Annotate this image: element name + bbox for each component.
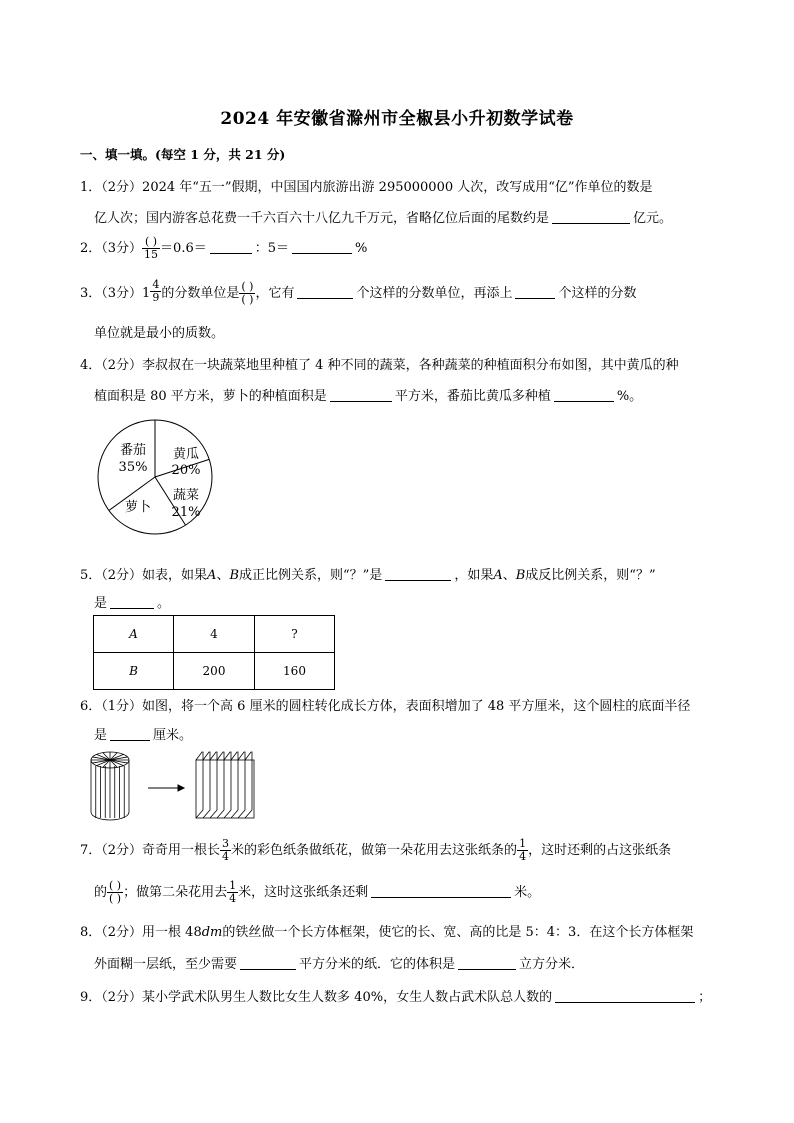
answer-blank[interactable] xyxy=(240,956,296,970)
fraction: $\frac{3}{4}$ xyxy=(222,837,230,863)
answer-fraction-blank[interactable]: $\frac{( )}{( )}$ xyxy=(241,280,254,306)
fraction: $\frac{1}{4}$ xyxy=(229,879,237,905)
question-3-line-1: 3．（3分）1 $\frac{4}{9}$ 的分数单位是 $\frac{( )}{( )}$ ，它有 个这样的分数单位，再添上 个这样的分数 xyxy=(80,278,637,306)
question-1-line-2: 亿人次；国内游客总花费一千六百六十八亿九千万元，省略亿位后面的尾数约是 亿元。 xyxy=(94,211,673,226)
question-8-line-1: 8．（2分）用一根 48dm的铁丝做一个长方体框架，使它的长、宽、高的比是 5：4：3．在这个长方体框架 xyxy=(80,925,694,940)
cylinder-to-cuboid-figure xyxy=(88,748,268,824)
cuboid-stripe xyxy=(231,752,238,818)
question-9: 9．（2分）某小学武术队男生人数比女生人数多 40%，女生人数占武术队总人数的 ； xyxy=(80,990,712,1005)
question-5-line-1: 5．（2分）如表，如果A、B成正比例关系，则“？”是 ，如果A、B成反比例关系，则“？” xyxy=(80,568,656,583)
veg-percent: 21% xyxy=(171,505,201,520)
cylinder-icon xyxy=(91,752,129,820)
table-cell: B xyxy=(94,653,174,690)
table-cell: ? xyxy=(255,616,335,653)
answer-blank[interactable] xyxy=(385,567,451,581)
proportion-table xyxy=(93,615,335,690)
answer-blank[interactable] xyxy=(552,210,630,224)
answer-blank[interactable] xyxy=(297,285,353,299)
question-5-line-2: 是 。 xyxy=(94,596,171,611)
answer-blank[interactable] xyxy=(210,240,252,254)
table-cell: 200 xyxy=(174,653,255,690)
fraction: $\frac{( )}{15}$ xyxy=(144,235,159,261)
fraction: $\frac{1}{4}$ xyxy=(519,837,527,863)
section-heading: 一、填一填。(每空 1 分，共 21 分) xyxy=(80,147,286,162)
cucumber-label: 黄瓜 xyxy=(172,447,200,462)
question-2: 2．（3分） $\frac{( )}{15}$ ＝0.6＝ ：5＝ % xyxy=(80,235,368,261)
cucumber-percent: 20% xyxy=(171,463,201,478)
answer-blank[interactable] xyxy=(515,285,555,299)
cuboid-stripe xyxy=(238,752,245,818)
question-4-line-2: 植面积是 80 平方米，萝卜的种植面积是 平方米，番茄比黄瓜多种植 %。 xyxy=(94,389,643,404)
answer-blank[interactable] xyxy=(110,727,150,741)
cuboid-stripe xyxy=(224,752,231,818)
arrow-icon xyxy=(148,785,184,791)
tomato-percent: 35% xyxy=(118,460,148,475)
fraction: $\frac{4}{9}$ xyxy=(152,278,160,304)
radish-label: 萝卜 xyxy=(124,500,152,515)
cuboid-icon xyxy=(196,752,254,818)
question-1-line-1: 1．（2分）2024 年“五一”假期，中国国内旅游出游 295000000 人次，改写成用“亿”作单位的数是 xyxy=(80,180,653,195)
answer-blank[interactable] xyxy=(371,884,511,898)
table-cell: 160 xyxy=(255,653,335,690)
question-7-line-1: 7．（2分）奇奇用一根长 $\frac{3}{4}$ 米的彩色纸条做纸花，做第一朵花用去这张纸条的 $\frac{1}{4}$ ，这时还剩的占这张纸条 xyxy=(80,837,672,863)
tomato-label: 番茄 xyxy=(119,443,147,458)
table-cell: 4 xyxy=(174,616,255,653)
cuboid-stripe xyxy=(203,752,210,818)
cuboid-stripe xyxy=(196,752,203,818)
question-7-line-2: 的 $\frac{( )}{( )}$ ；做第二朵花用去 $\frac{1}{4}$ 米，这时这张纸条还剩 米。 xyxy=(94,879,541,905)
page-title: 2024 年安徽省滁州市全椒县小升初数学试卷 xyxy=(220,109,574,129)
cuboid-stripe xyxy=(245,752,252,818)
answer-blank[interactable] xyxy=(110,595,154,609)
answer-blank[interactable] xyxy=(330,388,392,402)
answer-blank[interactable] xyxy=(292,240,352,254)
answer-fraction-blank[interactable]: $\frac{( )}{( )}$ xyxy=(109,879,122,905)
question-6-line-2: 是 厘米。 xyxy=(94,728,193,743)
table-cell: A xyxy=(94,616,174,653)
cuboid-stripe xyxy=(210,752,217,818)
answer-blank[interactable] xyxy=(555,989,695,1003)
question-6-line-1: 6．（1分）如图，将一个高 6 厘米的圆柱转化成长方体，表面积增加了 48 平方厘米，这个圆柱的底面半径 xyxy=(80,699,691,714)
table-row xyxy=(94,616,335,653)
question-8-line-2: 外面糊一层纸，至少需要 平方分米的纸．它的体积是 立方分米． xyxy=(94,957,585,972)
answer-blank[interactable] xyxy=(554,388,614,402)
question-4-line-1: 4．（2分）李叔叔在一块蔬菜地里种植了 4 种不同的蔬菜，各种蔬菜的种植面积分布如图，其中黄瓜的种 xyxy=(80,358,679,373)
cuboid-stripe xyxy=(217,752,224,818)
table-row xyxy=(94,653,335,690)
pie-chart xyxy=(90,412,220,542)
veg-label: 蔬菜 xyxy=(172,488,200,503)
question-3-line-2: 单位就是最小的质数。 xyxy=(94,326,225,341)
answer-blank[interactable] xyxy=(458,956,516,970)
